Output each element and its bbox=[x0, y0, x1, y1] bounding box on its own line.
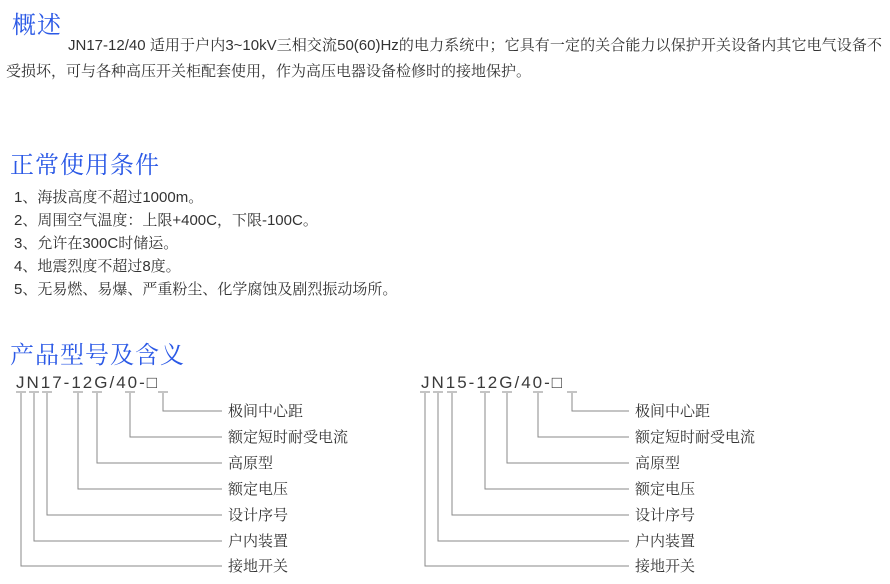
diagram-label: 额定电压 bbox=[635, 481, 696, 498]
diagram-label: 高原型 bbox=[635, 455, 681, 472]
condition-item: 1、海拔高度不超过1000m。 bbox=[14, 189, 204, 206]
conditions-list bbox=[14, 186, 874, 301]
diagram-label: 极间中心距 bbox=[635, 403, 711, 420]
connector-line bbox=[538, 393, 629, 437]
diagram-label: 极间中心距 bbox=[228, 403, 304, 420]
connector-line bbox=[130, 393, 222, 437]
diagram-labels bbox=[635, 402, 755, 575]
connector-line bbox=[572, 393, 629, 411]
diagram-label: 接地开关 bbox=[228, 558, 289, 575]
diagram-label: 设计序号 bbox=[635, 507, 696, 524]
diagram-labels bbox=[228, 402, 348, 575]
model-diagram-jn17 bbox=[0, 370, 445, 584]
connector-line bbox=[163, 393, 222, 411]
condition-item: 3、允许在300C时储运。 bbox=[14, 235, 179, 252]
condition-item: 2、周围空气温度：上限+400C，下限-100C。 bbox=[14, 212, 318, 229]
model-diagram-jn15 bbox=[410, 370, 890, 584]
diagram-label: 接地开关 bbox=[635, 558, 696, 575]
connector-lines bbox=[425, 393, 629, 566]
connector-line bbox=[438, 393, 629, 541]
diagram-label: 设计序号 bbox=[228, 507, 289, 524]
normal-conditions-heading: 正常使用条件 bbox=[10, 152, 160, 179]
product-model-heading: 产品型号及含义 bbox=[10, 342, 185, 369]
diagram-label: 户内装置 bbox=[228, 533, 289, 550]
connector-line bbox=[34, 393, 222, 541]
connector-lines bbox=[21, 393, 222, 566]
connector-line bbox=[97, 393, 222, 463]
condition-item: 5、无易燃、易爆、严重粉尘、化学腐蚀及剧烈振动场所。 bbox=[14, 281, 398, 298]
diagram-label: 高原型 bbox=[228, 455, 274, 472]
connector-line bbox=[21, 393, 222, 566]
diagram-label: 户内装置 bbox=[635, 533, 696, 550]
diagram-label: 额定电压 bbox=[228, 481, 289, 498]
condition-item: 4、地震烈度不超过8度。 bbox=[14, 258, 181, 275]
overview-paragraph: JN17-12/40 适用于户内3~10kV三相交流50(60)Hz的电力系统中；它具有一定的关合能力以保护开关设备内其它电气设备不受损坏，可与各种高压开关柜配套使用，作为高压电器设备检修时的接地保护。 bbox=[6, 37, 882, 80]
connector-line bbox=[425, 393, 629, 566]
diagram-label: 额定短时耐受电流 bbox=[228, 429, 349, 446]
connector-line bbox=[507, 393, 629, 463]
diagram-label: 额定短时耐受电流 bbox=[635, 429, 756, 446]
connector-line bbox=[78, 393, 222, 489]
model-code-text: JN17-12G/40-□ bbox=[16, 373, 160, 392]
model-code-text: JN15-12G/40-□ bbox=[421, 373, 565, 392]
overview-heading: 概述 bbox=[12, 12, 62, 39]
